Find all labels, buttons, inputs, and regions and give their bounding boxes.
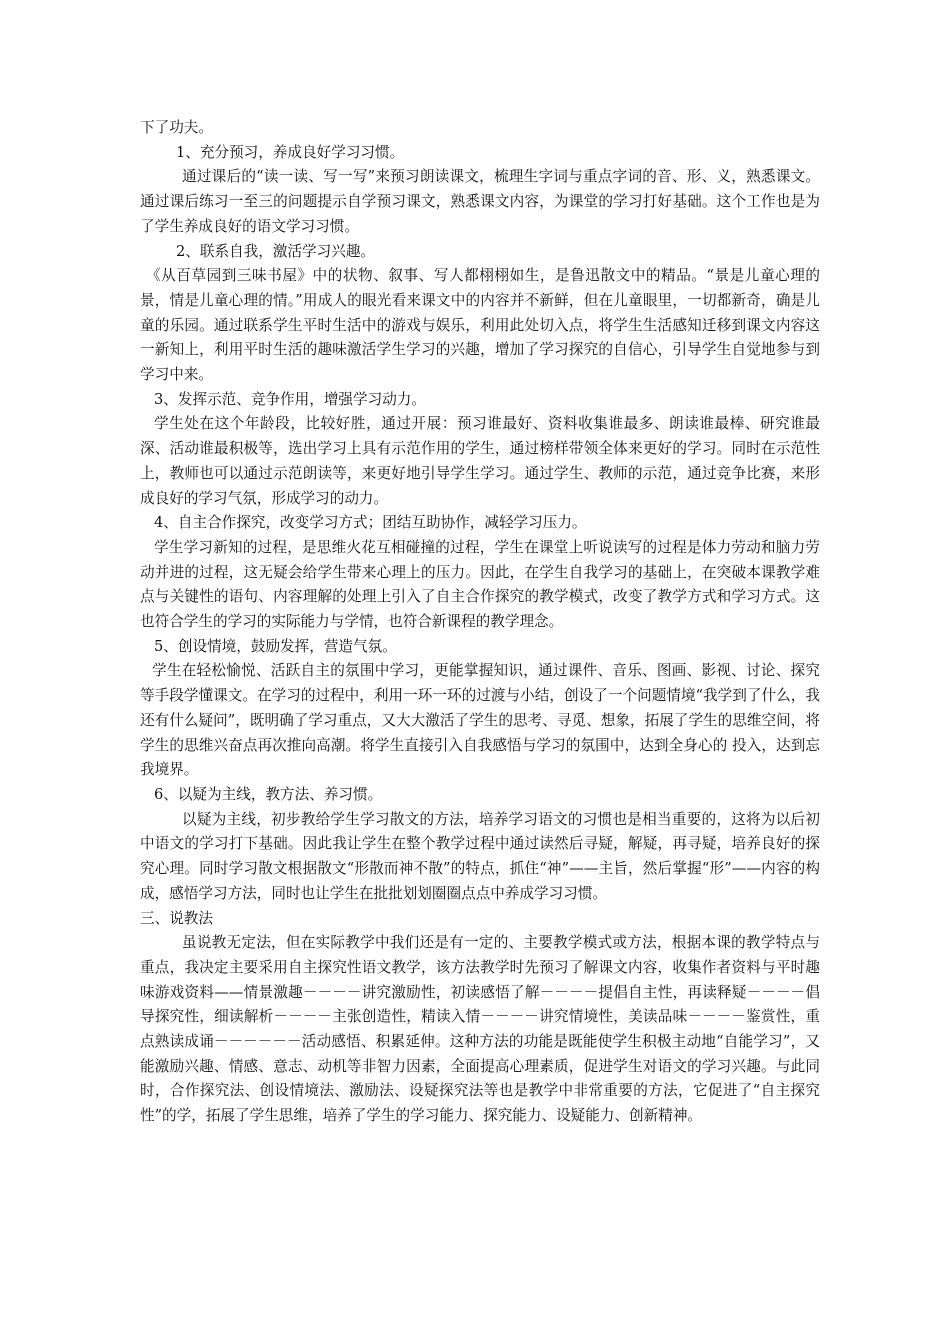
section-heading-teaching-method: 三、说教法	[140, 909, 213, 927]
heading-connect-self: 2、联系自我，激活学习兴趣。	[176, 242, 376, 260]
paragraph-connect: 《从百草园到三味书屋》中的状物、叙事、写人都栩栩如生，是鲁迅散文中的精品。“景是儿童心理的景，情是儿童心理的情。”用成人的眼光看来课文中的内容并不新鲜，但在儿童眼里，一切都新奇，确是儿童的乐园。通过联系学生平时生活中的游戏与娱乐，利用此处切入点，将学生生活感知迁移到课文内容这一新知上，利用平时生活的趣味激活学生学习的兴趣，增加了学习探究的自信心，引导学生自觉地参与到学习中来。	[140, 267, 820, 384]
heading-situation: 5、创设情境，鼓励发挥，营造气氛。	[154, 637, 397, 655]
paragraph-questions: 以疑为主线，初步教给学生学习散文的方法，培养学习语文的习惯也是相当重要的，这将为以后初中语文的学习打下基础。因此我让学生在整个教学过程中通过读然后寻疑，解疑，再寻疑，培养良好的探究心理。同时学习散文根据散文“形散而神不散”的特点，抓住“神”——主旨，然后掌握“形”——内容的构成，感悟学习方法，同时也让学生在批批划划圈圈点点中养成学习习惯。	[140, 810, 820, 902]
paragraph-situation: 学生在轻松愉悦、活跃自主的氛围中学习，更能掌握知识，通过课件、音乐、图画、影视、讨论、探究等手段学懂课文。在学习的过程中，利用一环一环的过渡与小结，创设了一个问题情境“我学到了什么，我还有什么疑问”，既明确了学习重点，又大大激活了学生的思考、寻觅、想象，拓展了学生的思维空间，将学生的思维兴奋点再次推向高潮。将学生直接引入自我感悟与学习的氛围中，达到全身心的 投入，达到忘我境界。	[140, 662, 820, 779]
heading-cooperation: 4、自主合作探究，改变学习方式；团结互助协作，减轻学习压力。	[154, 514, 587, 532]
heading-questions: 6、以疑为主线，教方法、养习惯。	[154, 785, 383, 803]
heading-demonstration: 3、发挥示范、竞争作用，增强学习动力。	[154, 390, 426, 408]
paragraph-demonstration: 学生处在这个年龄段，比较好胜，通过开展：预习谁最好、资料收集谁最多、朗读谁最棒、研究谁最深、活动谁最积极等，选出学习上具有示范作用的学生，通过榜样带领全体来更好的学习。同时在示范性上，教师也可以通过示范朗读等，来更好地引导学生学习。通过学生、教师的示范，通过竞争比赛，来形成良好的学习气氛，形成学习的动力。	[140, 415, 820, 507]
heading-preview-habits: 1、充分预习，养成良好学习习惯。	[176, 143, 405, 161]
paragraph-preview: 通过课后的“读一读、写一写”来预习朗读课文，梳理生字词与重点字词的音、形、义，熟悉课文。通过课后练习一至三的问题提示自学预习课文，熟悉课文内容，为课堂的学习打好基础。这个工作也是为了学生养成良好的语文学习习惯。	[140, 168, 820, 235]
paragraph-cooperation: 学生学习新知的过程，是思维火花互相碰撞的过程，学生在课堂上听说读写的过程是体力劳动和脑力劳动并进的过程，这无疑会给学生带来心理上的压力。因此，在学生自我学习的基础上，在突破本课教学难点与关键性的语句、内容理解的处理上引入了自主合作探究的教学模式，改变了教学方式和学习方式。这也符合学生的学习的实际能力与学情，也符合新课程的教学理念。	[140, 538, 820, 631]
paragraph-continued: 下了功夫。	[140, 119, 213, 136]
document-body	[140, 116, 820, 1129]
paragraph-teaching-method: 虽说教无定法，但在实际教学中我们还是有一定的、主要教学模式或方法，根据本课的教学特点与重点，我决定主要采用自主探究性语文教学，该方法教学时先预习了解课文内容，收集作者资料与平时趣味游戏资料——情景激趣－－－－讲究激励性，初读感悟了解－－－－提倡自主性，再读释疑－－－－倡导探究性，细读解析－－－－主张创造性，精读入情－－－－讲究情境性，美读品味－－－－鉴赏性，重点熟读成诵－－－－－－活动感悟、积累延伸。这种方法的功能是既能使学生积极主动地“自能学习”，又能激励兴趣、情感、意志、动机等非智力因素，全面提高心理素质，促进学生对语文的学习兴趣。与此同时，合作探究法、创设情境法、激励法、设疑探究法等也是教学中非常重要的方法，它促进了“自主探究性”的学，拓展了学生思维，培养了学生的学习能力、探究能力、设疑能力、创新精神。	[140, 934, 820, 1125]
